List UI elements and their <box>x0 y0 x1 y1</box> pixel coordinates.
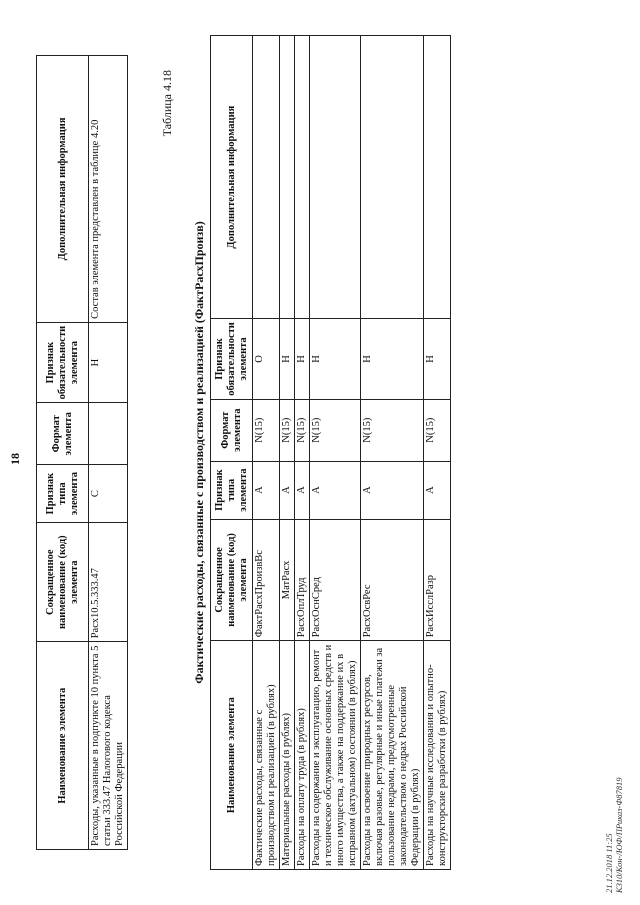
t1-header-type: Признак типа элемента <box>37 465 89 523</box>
page-number: 18 <box>8 453 22 465</box>
table-row <box>89 56 128 850</box>
t2-cell-info <box>361 36 424 319</box>
table-row <box>295 36 310 870</box>
t2-cell-type: А <box>310 461 361 519</box>
t2-cell-required: Н <box>361 319 424 400</box>
t1-header-format: Формат элемента <box>37 403 89 465</box>
t2-cell-format: N(15) <box>424 399 451 461</box>
table-2-header-row <box>211 36 253 870</box>
table-row <box>253 36 280 870</box>
t2-cell-format: N(15) <box>361 399 424 461</box>
t2-cell-required: Н <box>280 319 295 400</box>
t1-header-info: Дополнительная информация <box>37 56 89 323</box>
t1-cell-type: С <box>89 465 128 523</box>
table-row <box>310 36 361 870</box>
t2-cell-required: Н <box>295 319 310 400</box>
t2-cell-name: Расходы на научные исследования и опытно-конструкторские разработки (в рублях) <box>424 641 451 870</box>
t1-cell-required: Н <box>89 322 128 403</box>
t2-cell-type: А <box>361 461 424 519</box>
t2-header-type: Признак типа элемента <box>211 461 253 519</box>
table-row <box>361 36 424 870</box>
t2-cell-type: А <box>424 461 451 519</box>
t2-cell-name: Расходы на освоение природных ресурсов, включая разовые, регулярные и иные платежи за пользование недрами, предусмотренные законодательством о недрах Российской Федерации (в рублях) <box>361 641 424 870</box>
t1-header-name: Наименование элемента <box>37 642 89 850</box>
t2-cell-code: РасхОснСред <box>310 519 361 641</box>
t2-cell-name: Расходы на оплату труда (в рублях) <box>295 641 310 870</box>
t1-header-required: Признак обязательности элемента <box>37 322 89 403</box>
t2-header-format: Формат элемента <box>211 399 253 461</box>
table-2 <box>210 35 451 870</box>
footer-doc-id: К310/Кон-/ЮФ/ПРиказ-Ф87819 <box>614 777 624 893</box>
t2-cell-code: РасхОплТруд <box>295 519 310 641</box>
t2-cell-info <box>295 36 310 319</box>
t1-cell-format <box>89 403 128 465</box>
t2-cell-type: А <box>253 461 280 519</box>
t2-cell-code: РасхОсвРес <box>361 519 424 641</box>
t2-cell-name: Расходы на содержание и эксплуатацию, ремонт и техническое обслуживание основных средств и иного имущества, а также на поддержание их в исправном (актуальном) состоянии (в рублях) <box>310 641 361 870</box>
table-2-title: Фактические расходы, связанные с производством и реализацией (ФактРасхПроизв) <box>192 221 206 684</box>
t2-cell-required: О <box>253 319 280 400</box>
t2-header-info: Дополнительная информация <box>211 36 253 319</box>
t2-cell-code: РасхИсслРазр <box>424 519 451 641</box>
t1-cell-code: Расх10.5.333.47 <box>89 523 128 642</box>
t2-cell-format: N(15) <box>310 399 361 461</box>
t2-cell-format: N(15) <box>295 399 310 461</box>
t2-cell-code: МатРасх <box>280 519 295 641</box>
table-row <box>424 36 451 870</box>
table-row <box>280 36 295 870</box>
t2-cell-format: N(15) <box>253 399 280 461</box>
t2-cell-type: А <box>280 461 295 519</box>
t2-cell-info <box>280 36 295 319</box>
t2-cell-info <box>253 36 280 319</box>
t2-header-code: Сокращенное наименование (код) элемента <box>211 519 253 641</box>
t2-cell-format: N(15) <box>280 399 295 461</box>
table-1-header-row <box>37 56 89 850</box>
t2-cell-name: Материальные расходы (в рублях) <box>280 641 295 870</box>
table-1 <box>36 55 128 850</box>
t2-cell-name: Фактические расходы, связанные с производством и реализацией (в рублях) <box>253 641 280 870</box>
t2-cell-type: А <box>295 461 310 519</box>
footer-date: 21.12.2018 11:25 <box>604 833 614 893</box>
t2-cell-info <box>424 36 451 319</box>
t1-cell-name: Расходы, указанные в подпункте 10 пункта 5 статьи 333.47 Налогового кодекса Российской Федерации <box>89 642 128 850</box>
t2-cell-info <box>310 36 361 319</box>
t2-cell-required: Н <box>424 319 451 400</box>
t2-header-name: Наименование элемента <box>211 641 253 870</box>
t2-cell-required: Н <box>310 319 361 400</box>
table-label: Таблица 4.18 <box>160 70 174 137</box>
t2-header-required: Признак обязательности элемента <box>211 319 253 400</box>
t1-cell-info: Состав элемента представлен в таблице 4.20 <box>89 56 128 323</box>
t2-cell-code: ФактРасхПроизвВс <box>253 519 280 641</box>
footer-stamp <box>604 777 624 893</box>
t1-header-code: Сокращенное наименование (код) элемента <box>37 523 89 642</box>
